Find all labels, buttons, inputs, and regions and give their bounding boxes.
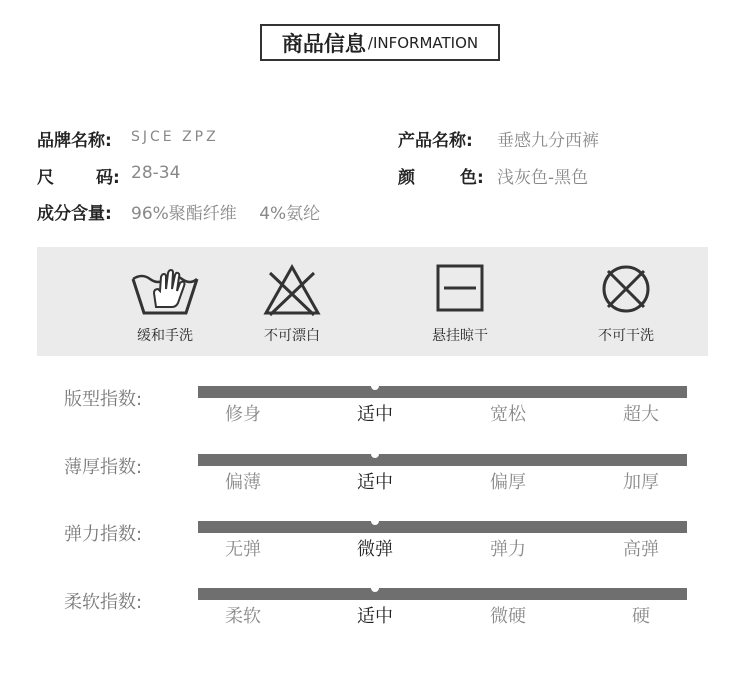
thickness-option-selected: 适中 bbox=[357, 472, 393, 493]
softness-option: 微硬 bbox=[490, 606, 526, 627]
thickness-index-bar bbox=[198, 454, 687, 466]
material-value: 96%聚酯纤维 4%氨纶 bbox=[131, 204, 321, 224]
brand-value: SJCE ZPZ bbox=[131, 129, 219, 145]
thickness-index-label: 薄厚指数: bbox=[64, 457, 143, 478]
care-label: 缓和手洗 bbox=[137, 328, 193, 344]
hang-dry-icon bbox=[435, 263, 485, 313]
elasticity-index-marker bbox=[371, 517, 379, 525]
elasticity-option: 无弹 bbox=[225, 539, 261, 560]
softness-index-bar bbox=[198, 588, 687, 600]
brand-label: 品牌名称: bbox=[37, 131, 112, 151]
fit-index-label: 版型指数: bbox=[64, 389, 143, 410]
product-name-value: 垂感九分西裤 bbox=[497, 131, 599, 151]
product-name-label: 产品名称: bbox=[398, 131, 473, 151]
fit-option-selected: 适中 bbox=[357, 404, 393, 425]
fit-option: 超大 bbox=[623, 404, 659, 425]
elasticity-option: 弹力 bbox=[490, 539, 526, 560]
care-instructions-panel bbox=[37, 247, 708, 356]
size-label-part1: 尺 bbox=[37, 168, 54, 188]
care-label: 不可干洗 bbox=[598, 328, 654, 344]
elasticity-index-bar bbox=[198, 521, 687, 533]
size-value: 28-34 bbox=[131, 163, 181, 183]
care-item-no-bleach bbox=[212, 247, 372, 356]
no-bleach-icon bbox=[262, 263, 322, 317]
color-label-part2: 色: bbox=[460, 168, 484, 188]
color-value: 浅灰色-黑色 bbox=[497, 168, 589, 188]
elasticity-option: 高弹 bbox=[623, 539, 659, 560]
material-label: 成分含量: bbox=[37, 204, 112, 224]
fit-index-bar bbox=[198, 386, 687, 398]
care-label: 不可漂白 bbox=[264, 328, 320, 344]
softness-option: 硬 bbox=[632, 606, 650, 627]
color-label-part1: 颜 bbox=[398, 168, 415, 188]
care-item-no-dry-clean bbox=[546, 247, 706, 356]
thickness-option: 偏薄 bbox=[225, 472, 261, 493]
no-dry-clean-icon bbox=[600, 263, 652, 315]
fit-option: 修身 bbox=[225, 404, 261, 425]
section-title: 商品信息 bbox=[281, 31, 366, 56]
care-item-hang-dry bbox=[380, 247, 540, 356]
fit-option: 宽松 bbox=[490, 404, 526, 425]
elasticity-option-selected: 微弹 bbox=[357, 539, 393, 560]
thickness-option: 加厚 bbox=[623, 472, 659, 493]
elasticity-index-label: 弹力指数: bbox=[64, 524, 143, 545]
care-label: 悬挂晾干 bbox=[432, 328, 488, 344]
softness-index-label: 柔软指数: bbox=[64, 592, 143, 613]
thickness-option: 偏厚 bbox=[490, 472, 526, 493]
softness-option: 柔软 bbox=[225, 606, 261, 627]
softness-option-selected: 适中 bbox=[357, 606, 393, 627]
section-title-box bbox=[260, 24, 500, 61]
hand-wash-icon bbox=[130, 263, 200, 317]
softness-index-marker bbox=[371, 584, 379, 592]
thickness-index-marker bbox=[371, 450, 379, 458]
fit-index-marker bbox=[371, 382, 379, 390]
section-title-en: /INFORMATION bbox=[367, 33, 479, 52]
size-label-part2: 码: bbox=[96, 168, 120, 188]
